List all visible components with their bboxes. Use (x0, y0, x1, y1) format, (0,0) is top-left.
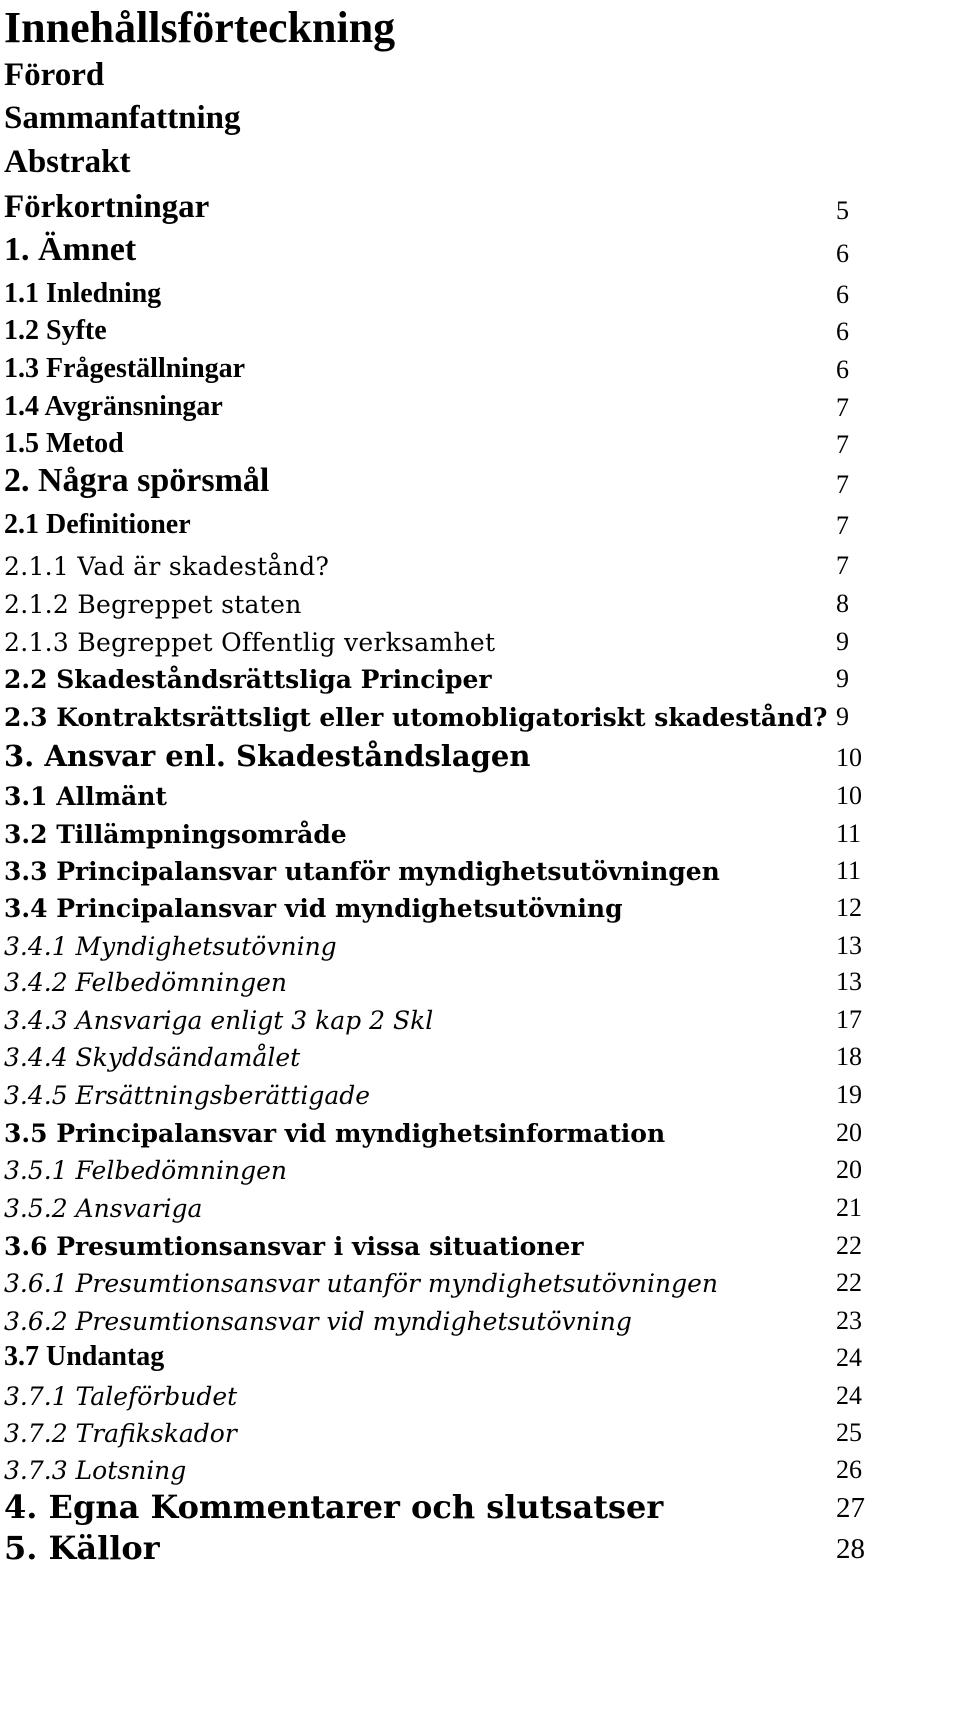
toc-entry-label: Sammanfattning (4, 100, 241, 136)
toc-entry[interactable] (0, 652, 960, 692)
toc-entry-label: 1.4 Avgränsningar (4, 391, 223, 422)
toc-entry[interactable] (0, 690, 960, 730)
toc-entry[interactable] (0, 458, 960, 498)
toc-entry[interactable] (0, 268, 960, 308)
toc-entry[interactable] (0, 1331, 960, 1371)
toc-entry-label: 3.4.2 Felbedömningen (4, 968, 287, 997)
toc-entry[interactable] (0, 227, 960, 267)
toc-entry-label: 1.2 Syfte (4, 315, 107, 346)
toc-entry-page: 24 (836, 1343, 862, 1372)
toc-entry[interactable] (0, 184, 960, 224)
toc-entry-page: 5 (836, 196, 849, 225)
toc-entry-page: 6 (836, 355, 849, 384)
toc-entry-label: 2.3 Kontraktsrättsligt eller utomobligatoriskt skadestånd? (4, 703, 828, 732)
toc-entry[interactable] (0, 1256, 960, 1296)
toc-entry[interactable] (0, 539, 960, 579)
toc-entry-label: 1.3 Frågeställningar (4, 353, 246, 384)
toc-entry-page: 13 (836, 967, 862, 996)
toc-entry[interactable] (0, 881, 960, 921)
toc-entry-label: 3. Ansvar enl. Skadeståndslagen (4, 739, 531, 773)
toc-entry-label: 2.2 Skadeståndsrättsliga Principer (4, 665, 492, 694)
toc-entry-page: 18 (836, 1042, 862, 1071)
toc-entry-label: 3.3 Principalansvar utanför myndighetsutövningen (4, 857, 720, 886)
toc-entry-label: 3.6.2 Presumtionsansvar vid myndighetsutövning (4, 1307, 632, 1336)
toc-entry-page: 12 (836, 893, 862, 922)
toc-entry-page: 7 (836, 430, 849, 459)
toc-entry-label: Förkortningar (4, 189, 210, 225)
toc-entry-label: 5. Källor (4, 1529, 160, 1567)
toc-entry-label: Förord (4, 57, 105, 93)
toc-entry[interactable] (0, 52, 960, 92)
toc-entry-page: 9 (836, 702, 849, 731)
toc-entry-page: 23 (836, 1306, 862, 1335)
toc-entry-page: 10 (836, 743, 862, 772)
toc-entry[interactable] (0, 381, 960, 421)
toc-entry[interactable] (0, 1483, 960, 1526)
toc-entry[interactable] (0, 1369, 960, 1409)
toc-entry-page: 17 (836, 1005, 862, 1034)
toc-entry-label: 2.1 Definitioner (4, 509, 191, 540)
toc-entry-label: Abstrakt (4, 144, 131, 180)
toc-entry-label: 3.2 Tillämpningsområde (4, 820, 347, 849)
toc-entry-page: 7 (836, 551, 849, 580)
toc-entry[interactable] (0, 1106, 960, 1146)
toc-entry[interactable] (0, 1030, 960, 1070)
toc-entry[interactable] (0, 955, 960, 995)
toc-entry-page: 20 (836, 1118, 862, 1147)
toc-entry-label: 3.5 Principalansvar vid myndighetsinformation (4, 1119, 666, 1148)
toc-entry-label: 3.7 Undantag (4, 1341, 165, 1372)
toc-entry-label: 2.1.1 Vad är skadestånd? (4, 552, 330, 581)
toc-entry[interactable] (0, 993, 960, 1033)
toc-entry-label: 3.4.3 Ansvariga enligt 3 kap 2 Skl (4, 1006, 434, 1035)
toc-entry-label: 2. Några spörsmål (4, 462, 270, 499)
toc-entry-label: 3.7.1 Taleförbudet (4, 1382, 238, 1411)
toc-entry[interactable] (0, 1181, 960, 1221)
toc-entry[interactable] (0, 1406, 960, 1446)
page-title: Innehållsförteckning (4, 3, 396, 52)
toc-entry[interactable] (0, 1294, 960, 1334)
toc-entry-page: 19 (836, 1080, 862, 1109)
toc-entry-page: 24 (836, 1381, 862, 1410)
toc-entry-label: 4. Egna Kommentarer och slutsatser (4, 1488, 664, 1526)
toc-entry-page: 13 (836, 931, 862, 960)
toc-entry-label: 3.4.1 Myndighetsutövning (4, 932, 337, 961)
toc-entry-page: 6 (836, 239, 849, 268)
toc-entry[interactable] (0, 807, 960, 847)
toc-entry-page: 11 (836, 856, 862, 885)
toc-entry[interactable] (0, 499, 960, 539)
toc-entry-label: 3.5.1 Felbedömningen (4, 1156, 287, 1185)
toc-entry-page: 9 (836, 664, 849, 693)
toc-entry-label: 2.1.3 Begreppet Offentlig verksamhet (4, 628, 496, 657)
toc-entry-label: 3.7.2 Trafikskador (4, 1419, 237, 1448)
toc-entry-page: 22 (836, 1231, 862, 1260)
toc-entry[interactable] (0, 418, 960, 458)
toc-entry-page: 7 (836, 511, 849, 540)
toc-entry-label: 1. Ämnet (4, 231, 137, 268)
toc-entry-label: 2.1.2 Begreppet staten (4, 590, 302, 619)
toc-entry-page: 25 (836, 1418, 862, 1447)
toc-entry[interactable] (0, 95, 960, 135)
toc-entry-page: 9 (836, 627, 849, 656)
toc-entry-page: 20 (836, 1155, 862, 1184)
toc-entry-label: 3.4.4 Skyddsändamålet (4, 1043, 301, 1072)
toc-entry-label: 3.5.2 Ansvariga (4, 1194, 203, 1223)
toc-entry[interactable] (0, 1524, 960, 1567)
toc-entry-page: 6 (836, 280, 849, 309)
toc-entry-label: 3.4.5 Ersättningsberättigade (4, 1081, 371, 1110)
toc-entry-label: 3.7.3 Lotsning (4, 1456, 187, 1485)
toc-entry-page: 7 (836, 393, 849, 422)
toc-entry-page: 26 (836, 1455, 862, 1484)
toc-entry-label: 3.1 Allmänt (4, 782, 167, 811)
toc-entry-label: 1.5 Metod (4, 428, 124, 459)
toc-entry-page: 22 (836, 1268, 862, 1297)
toc-entry[interactable] (0, 139, 960, 179)
toc-entry[interactable] (0, 577, 960, 617)
toc-entry-label: 3.6.1 Presumtionsansvar utanför myndighetsutövningen (4, 1269, 719, 1298)
toc-entry-page: 8 (836, 589, 849, 618)
toc-entry[interactable] (0, 343, 960, 383)
toc-entry[interactable] (0, 769, 960, 809)
toc-entry[interactable] (0, 1068, 960, 1108)
toc-entry[interactable] (0, 731, 960, 771)
toc-entry-page: 27 (836, 1492, 865, 1524)
toc-entry-page: 6 (836, 317, 849, 346)
toc-entry-label: 3.4 Principalansvar vid myndighetsutövning (4, 894, 623, 923)
toc-entry[interactable] (0, 844, 960, 884)
toc-entry-page: 11 (836, 819, 862, 848)
toc-entry[interactable] (0, 1143, 960, 1183)
toc-entry[interactable] (0, 305, 960, 345)
toc-entry-label: 3.6 Presumtionsansvar i vissa situationer (4, 1232, 584, 1261)
toc-entry-label: 1.1 Inledning (4, 278, 162, 309)
toc-entry[interactable] (0, 615, 960, 655)
toc-entry-page: 7 (836, 470, 849, 499)
toc-entry-page: 21 (836, 1193, 862, 1222)
toc-entry[interactable] (0, 1443, 960, 1483)
toc-entry[interactable] (0, 919, 960, 959)
toc-entry[interactable] (0, 1219, 960, 1259)
toc-entry-page: 28 (836, 1533, 865, 1565)
toc-entry-page: 10 (836, 781, 862, 810)
